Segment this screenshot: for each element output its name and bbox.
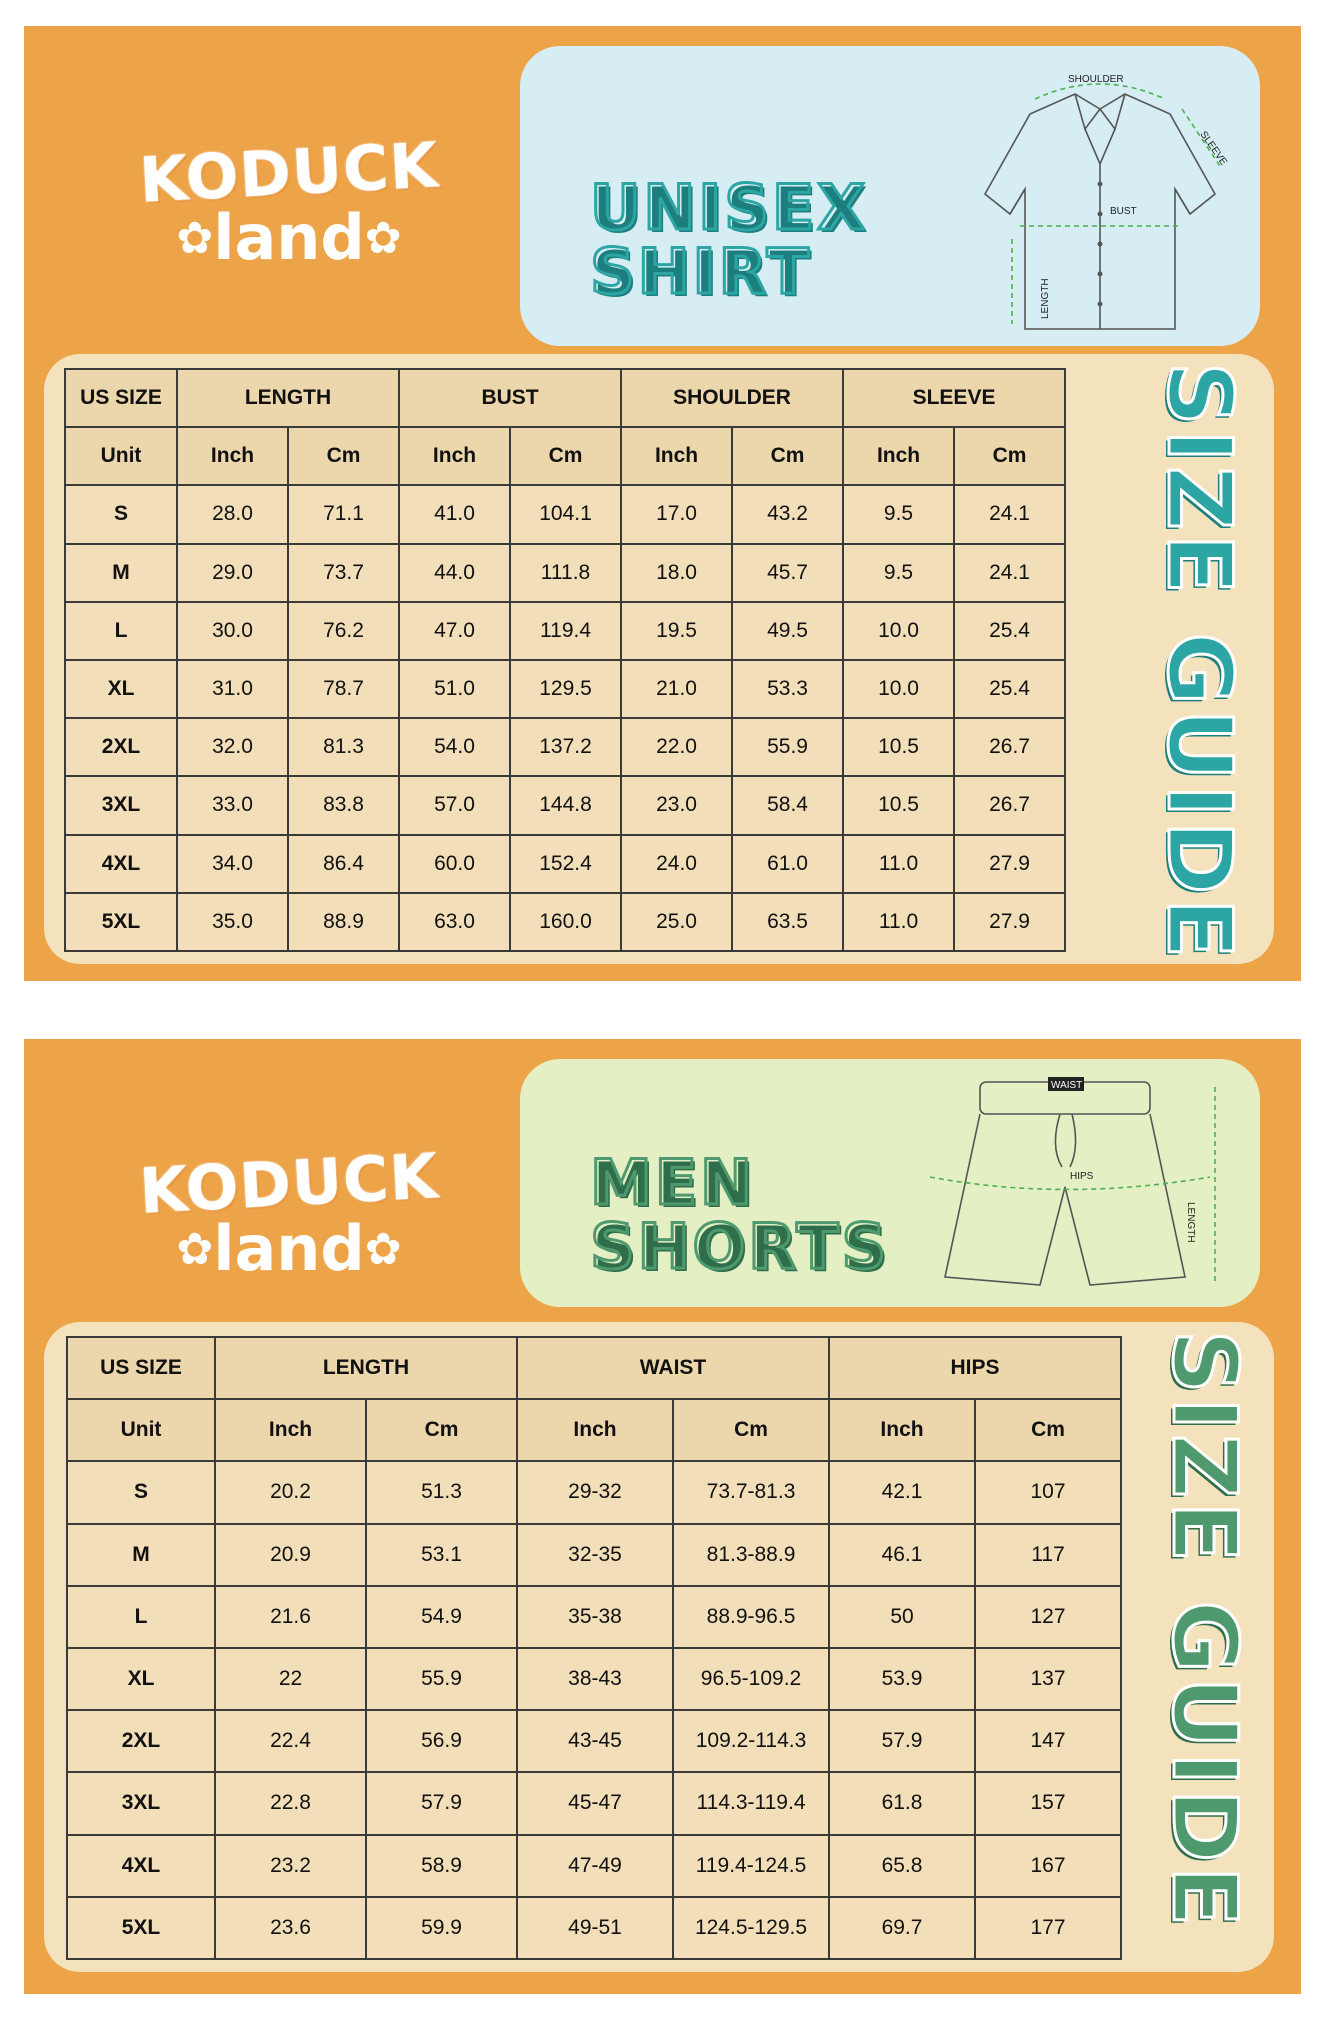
size-cell: 2XL bbox=[65, 718, 177, 776]
shirt-table-body bbox=[65, 369, 1065, 951]
sleeve-label: SLEEVE bbox=[1197, 129, 1229, 168]
unit-cell: Inch bbox=[399, 427, 510, 485]
measurement-cell: 25.0 bbox=[621, 893, 732, 951]
shorts-header-card bbox=[520, 1059, 1260, 1307]
measurement-cell: 73.7 bbox=[288, 544, 399, 602]
table-row bbox=[67, 1835, 1121, 1897]
measurement-cell: 167 bbox=[975, 1835, 1121, 1897]
measurement-cell: 34.0 bbox=[177, 835, 288, 893]
measurement-cell: 27.9 bbox=[954, 835, 1065, 893]
shirt-header-card bbox=[520, 46, 1260, 346]
shorts-table-card bbox=[44, 1322, 1274, 1972]
unit-cell: Cm bbox=[510, 427, 621, 485]
measurement-cell: 124.5-129.5 bbox=[673, 1897, 829, 1959]
measurement-cell: 57.0 bbox=[399, 776, 510, 834]
measurement-cell: 59.9 bbox=[366, 1897, 517, 1959]
size-cell: L bbox=[67, 1586, 215, 1648]
measurement-cell: 54.0 bbox=[399, 718, 510, 776]
flower-icon: ✿ bbox=[364, 213, 402, 264]
measurement-cell: 20.2 bbox=[215, 1461, 366, 1523]
measurement-cell: 129.5 bbox=[510, 660, 621, 718]
measurement-cell: 51.3 bbox=[366, 1461, 517, 1523]
table-row bbox=[67, 1648, 1121, 1710]
table-row bbox=[65, 660, 1065, 718]
table-row bbox=[67, 1586, 1121, 1648]
unit-cell: Inch bbox=[517, 1399, 673, 1461]
size-cell: XL bbox=[65, 660, 177, 718]
size-cell: 5XL bbox=[65, 893, 177, 951]
measurement-cell: 17.0 bbox=[621, 485, 732, 543]
measurement-cell: 46.1 bbox=[829, 1524, 975, 1586]
measurement-cell: 107 bbox=[975, 1461, 1121, 1523]
measurement-cell: 137.2 bbox=[510, 718, 621, 776]
shirt-title bbox=[590, 171, 869, 308]
size-cell: 4XL bbox=[67, 1835, 215, 1897]
measurement-cell: 30.0 bbox=[177, 602, 288, 660]
measurement-cell: 81.3 bbox=[288, 718, 399, 776]
hips-label: HIPS bbox=[1070, 1171, 1094, 1182]
measurement-cell: 61.8 bbox=[829, 1772, 975, 1834]
measurement-cell: 11.0 bbox=[843, 893, 954, 951]
measurement-cell: 26.7 bbox=[954, 718, 1065, 776]
size-cell: L bbox=[65, 602, 177, 660]
shirt-table-card bbox=[44, 354, 1274, 964]
measurement-cell: 10.5 bbox=[843, 776, 954, 834]
unit-cell: Cm bbox=[288, 427, 399, 485]
measurement-cell: 114.3-119.4 bbox=[673, 1772, 829, 1834]
measurement-cell: 21.6 bbox=[215, 1586, 366, 1648]
shoulder-label: SHOULDER bbox=[1068, 74, 1124, 85]
measurement-cell: 147 bbox=[975, 1710, 1121, 1772]
size-cell: 4XL bbox=[65, 835, 177, 893]
measurement-cell: 45-47 bbox=[517, 1772, 673, 1834]
shorts-title-line-1: MEN bbox=[590, 1146, 755, 1219]
measurement-cell: 109.2-114.3 bbox=[673, 1710, 829, 1772]
shorts-title bbox=[590, 1146, 890, 1283]
group-header-row bbox=[65, 369, 1065, 427]
measurement-cell: 10.5 bbox=[843, 718, 954, 776]
measurement-cell: 22.8 bbox=[215, 1772, 366, 1834]
shirt-measurement-diagram bbox=[950, 54, 1250, 344]
size-cell: M bbox=[65, 544, 177, 602]
shorts-size-table bbox=[66, 1336, 1122, 1960]
unit-cell: Cm bbox=[673, 1399, 829, 1461]
measurement-cell: 33.0 bbox=[177, 776, 288, 834]
measurement-cell: 76.2 bbox=[288, 602, 399, 660]
measurement-cell: 32-35 bbox=[517, 1524, 673, 1586]
measurement-cell: 111.8 bbox=[510, 544, 621, 602]
measurement-cell: 21.0 bbox=[621, 660, 732, 718]
shorts-size-panel bbox=[24, 1039, 1301, 1994]
measurement-cell: 28.0 bbox=[177, 485, 288, 543]
size-cell: 5XL bbox=[67, 1897, 215, 1959]
measurement-cell: 51.0 bbox=[399, 660, 510, 718]
flower-icon: ✿ bbox=[364, 1224, 402, 1275]
measurement-cell: 69.7 bbox=[829, 1897, 975, 1959]
measurement-cell: 22 bbox=[215, 1648, 366, 1710]
shorts-size-guide-label: SIZE GUIDE bbox=[1153, 1330, 1256, 1931]
measurement-cell: 18.0 bbox=[621, 544, 732, 602]
unit-cell: Inch bbox=[177, 427, 288, 485]
measurement-cell: 65.8 bbox=[829, 1835, 975, 1897]
table-row bbox=[65, 718, 1065, 776]
measurement-cell: 11.0 bbox=[843, 835, 954, 893]
measurement-cell: 25.4 bbox=[954, 602, 1065, 660]
measurement-cell: 10.0 bbox=[843, 602, 954, 660]
measurement-cell: 43.2 bbox=[732, 485, 843, 543]
us-size-header: US SIZE bbox=[65, 369, 177, 427]
measurement-cell: 47-49 bbox=[517, 1835, 673, 1897]
measurement-cell: 144.8 bbox=[510, 776, 621, 834]
measurement-cell: 56.9 bbox=[366, 1710, 517, 1772]
measurement-cell: 42.1 bbox=[829, 1461, 975, 1523]
shorts-measurement-diagram bbox=[920, 1067, 1220, 1302]
shirt-size-panel bbox=[24, 26, 1301, 981]
measurement-cell: 43-45 bbox=[517, 1710, 673, 1772]
measurement-cell: 88.9-96.5 bbox=[673, 1586, 829, 1648]
measurement-cell: 22.4 bbox=[215, 1710, 366, 1772]
measurement-cell: 119.4 bbox=[510, 602, 621, 660]
size-cell: 3XL bbox=[67, 1772, 215, 1834]
measurement-cell: 160.0 bbox=[510, 893, 621, 951]
measurement-cell: 104.1 bbox=[510, 485, 621, 543]
measurement-cell: 137 bbox=[975, 1648, 1121, 1710]
measurement-cell: 25.4 bbox=[954, 660, 1065, 718]
measurement-group-header: WAIST bbox=[517, 1337, 829, 1399]
shirt-size-guide-label: SIZE GUIDE bbox=[1148, 362, 1251, 963]
measurement-cell: 9.5 bbox=[843, 485, 954, 543]
measurement-cell: 23.2 bbox=[215, 1835, 366, 1897]
unit-cell: Cm bbox=[732, 427, 843, 485]
waist-label: WAIST bbox=[1051, 1080, 1083, 1091]
size-cell: S bbox=[67, 1461, 215, 1523]
measurement-cell: 88.9 bbox=[288, 893, 399, 951]
measurement-group-header: BUST bbox=[399, 369, 621, 427]
measurement-cell: 117 bbox=[975, 1524, 1121, 1586]
measurement-cell: 23.6 bbox=[215, 1897, 366, 1959]
measurement-cell: 83.8 bbox=[288, 776, 399, 834]
measurement-cell: 41.0 bbox=[399, 485, 510, 543]
measurement-cell: 63.0 bbox=[399, 893, 510, 951]
unit-header: Unit bbox=[67, 1399, 215, 1461]
table-row bbox=[67, 1461, 1121, 1523]
measurement-cell: 23.0 bbox=[621, 776, 732, 834]
measurement-cell: 32.0 bbox=[177, 718, 288, 776]
measurement-cell: 22.0 bbox=[621, 718, 732, 776]
measurement-cell: 53.9 bbox=[829, 1648, 975, 1710]
shorts-table-body bbox=[67, 1337, 1121, 1959]
measurement-cell: 58.9 bbox=[366, 1835, 517, 1897]
measurement-cell: 57.9 bbox=[366, 1772, 517, 1834]
unit-cell: Inch bbox=[621, 427, 732, 485]
table-row bbox=[65, 776, 1065, 834]
measurement-cell: 38-43 bbox=[517, 1648, 673, 1710]
measurement-cell: 73.7-81.3 bbox=[673, 1461, 829, 1523]
length-label: LENGTH bbox=[1185, 1202, 1196, 1243]
length-label: LENGTH bbox=[1040, 278, 1051, 319]
measurement-cell: 96.5-109.2 bbox=[673, 1648, 829, 1710]
size-cell: XL bbox=[67, 1648, 215, 1710]
measurement-cell: 54.9 bbox=[366, 1586, 517, 1648]
measurement-cell: 63.5 bbox=[732, 893, 843, 951]
measurement-cell: 86.4 bbox=[288, 835, 399, 893]
unit-cell: Cm bbox=[954, 427, 1065, 485]
measurement-cell: 29.0 bbox=[177, 544, 288, 602]
measurement-cell: 31.0 bbox=[177, 660, 288, 718]
measurement-cell: 20.9 bbox=[215, 1524, 366, 1586]
logo-line-2: land bbox=[213, 201, 365, 274]
measurement-cell: 10.0 bbox=[843, 660, 954, 718]
measurement-cell: 53.1 bbox=[366, 1524, 517, 1586]
table-row bbox=[67, 1710, 1121, 1772]
table-row bbox=[65, 485, 1065, 543]
unit-row bbox=[65, 427, 1065, 485]
koduck-land-logo bbox=[124, 128, 454, 274]
unit-cell: Cm bbox=[975, 1399, 1121, 1461]
unit-cell: Inch bbox=[215, 1399, 366, 1461]
table-row bbox=[65, 893, 1065, 951]
measurement-group-header: HIPS bbox=[829, 1337, 1121, 1399]
measurement-group-header: SLEEVE bbox=[843, 369, 1065, 427]
measurement-cell: 24.0 bbox=[621, 835, 732, 893]
measurement-cell: 44.0 bbox=[399, 544, 510, 602]
measurement-cell: 60.0 bbox=[399, 835, 510, 893]
measurement-cell: 24.1 bbox=[954, 544, 1065, 602]
measurement-cell: 58.4 bbox=[732, 776, 843, 834]
measurement-cell: 49.5 bbox=[732, 602, 843, 660]
measurement-group-header: LENGTH bbox=[177, 369, 399, 427]
measurement-cell: 49-51 bbox=[517, 1897, 673, 1959]
unit-row bbox=[67, 1399, 1121, 1461]
measurement-cell: 61.0 bbox=[732, 835, 843, 893]
shorts-title-line-2: SHORTS bbox=[590, 1210, 890, 1283]
measurement-cell: 35-38 bbox=[517, 1586, 673, 1648]
table-row bbox=[67, 1524, 1121, 1586]
table-row bbox=[67, 1897, 1121, 1959]
unit-cell: Inch bbox=[843, 427, 954, 485]
table-row bbox=[67, 1772, 1121, 1834]
measurement-cell: 47.0 bbox=[399, 602, 510, 660]
flower-icon: ✿ bbox=[176, 213, 214, 264]
measurement-cell: 27.9 bbox=[954, 893, 1065, 951]
us-size-header: US SIZE bbox=[67, 1337, 215, 1399]
measurement-cell: 78.7 bbox=[288, 660, 399, 718]
shirt-title-line-2: SHIRT bbox=[590, 235, 812, 308]
measurement-cell: 55.9 bbox=[732, 718, 843, 776]
measurement-cell: 45.7 bbox=[732, 544, 843, 602]
measurement-cell: 119.4-124.5 bbox=[673, 1835, 829, 1897]
unit-cell: Inch bbox=[829, 1399, 975, 1461]
unit-header: Unit bbox=[65, 427, 177, 485]
koduck-land-logo bbox=[124, 1139, 454, 1285]
measurement-cell: 127 bbox=[975, 1586, 1121, 1648]
measurement-group-header: SHOULDER bbox=[621, 369, 843, 427]
measurement-group-header: LENGTH bbox=[215, 1337, 517, 1399]
table-row bbox=[65, 835, 1065, 893]
flower-icon: ✿ bbox=[176, 1224, 214, 1275]
measurement-cell: 24.1 bbox=[954, 485, 1065, 543]
logo-line-1: KODUCK bbox=[137, 1139, 441, 1228]
shirt-size-table bbox=[64, 368, 1066, 952]
measurement-cell: 157 bbox=[975, 1772, 1121, 1834]
logo-line-1: KODUCK bbox=[137, 128, 441, 217]
measurement-cell: 53.3 bbox=[732, 660, 843, 718]
measurement-cell: 9.5 bbox=[843, 544, 954, 602]
shirt-title-line-1: UNISEX bbox=[590, 171, 869, 244]
measurement-cell: 29-32 bbox=[517, 1461, 673, 1523]
bust-label: BUST bbox=[1110, 206, 1137, 217]
measurement-cell: 50 bbox=[829, 1586, 975, 1648]
measurement-cell: 26.7 bbox=[954, 776, 1065, 834]
table-row bbox=[65, 602, 1065, 660]
measurement-cell: 152.4 bbox=[510, 835, 621, 893]
unit-cell: Cm bbox=[366, 1399, 517, 1461]
table-row bbox=[65, 544, 1065, 602]
measurement-cell: 35.0 bbox=[177, 893, 288, 951]
measurement-cell: 177 bbox=[975, 1897, 1121, 1959]
measurement-cell: 81.3-88.9 bbox=[673, 1524, 829, 1586]
measurement-cell: 71.1 bbox=[288, 485, 399, 543]
size-cell: 2XL bbox=[67, 1710, 215, 1772]
size-cell: S bbox=[65, 485, 177, 543]
size-cell: 3XL bbox=[65, 776, 177, 834]
measurement-cell: 57.9 bbox=[829, 1710, 975, 1772]
group-header-row bbox=[67, 1337, 1121, 1399]
size-cell: M bbox=[67, 1524, 215, 1586]
measurement-cell: 19.5 bbox=[621, 602, 732, 660]
logo-line-2: land bbox=[213, 1212, 365, 1285]
measurement-cell: 55.9 bbox=[366, 1648, 517, 1710]
